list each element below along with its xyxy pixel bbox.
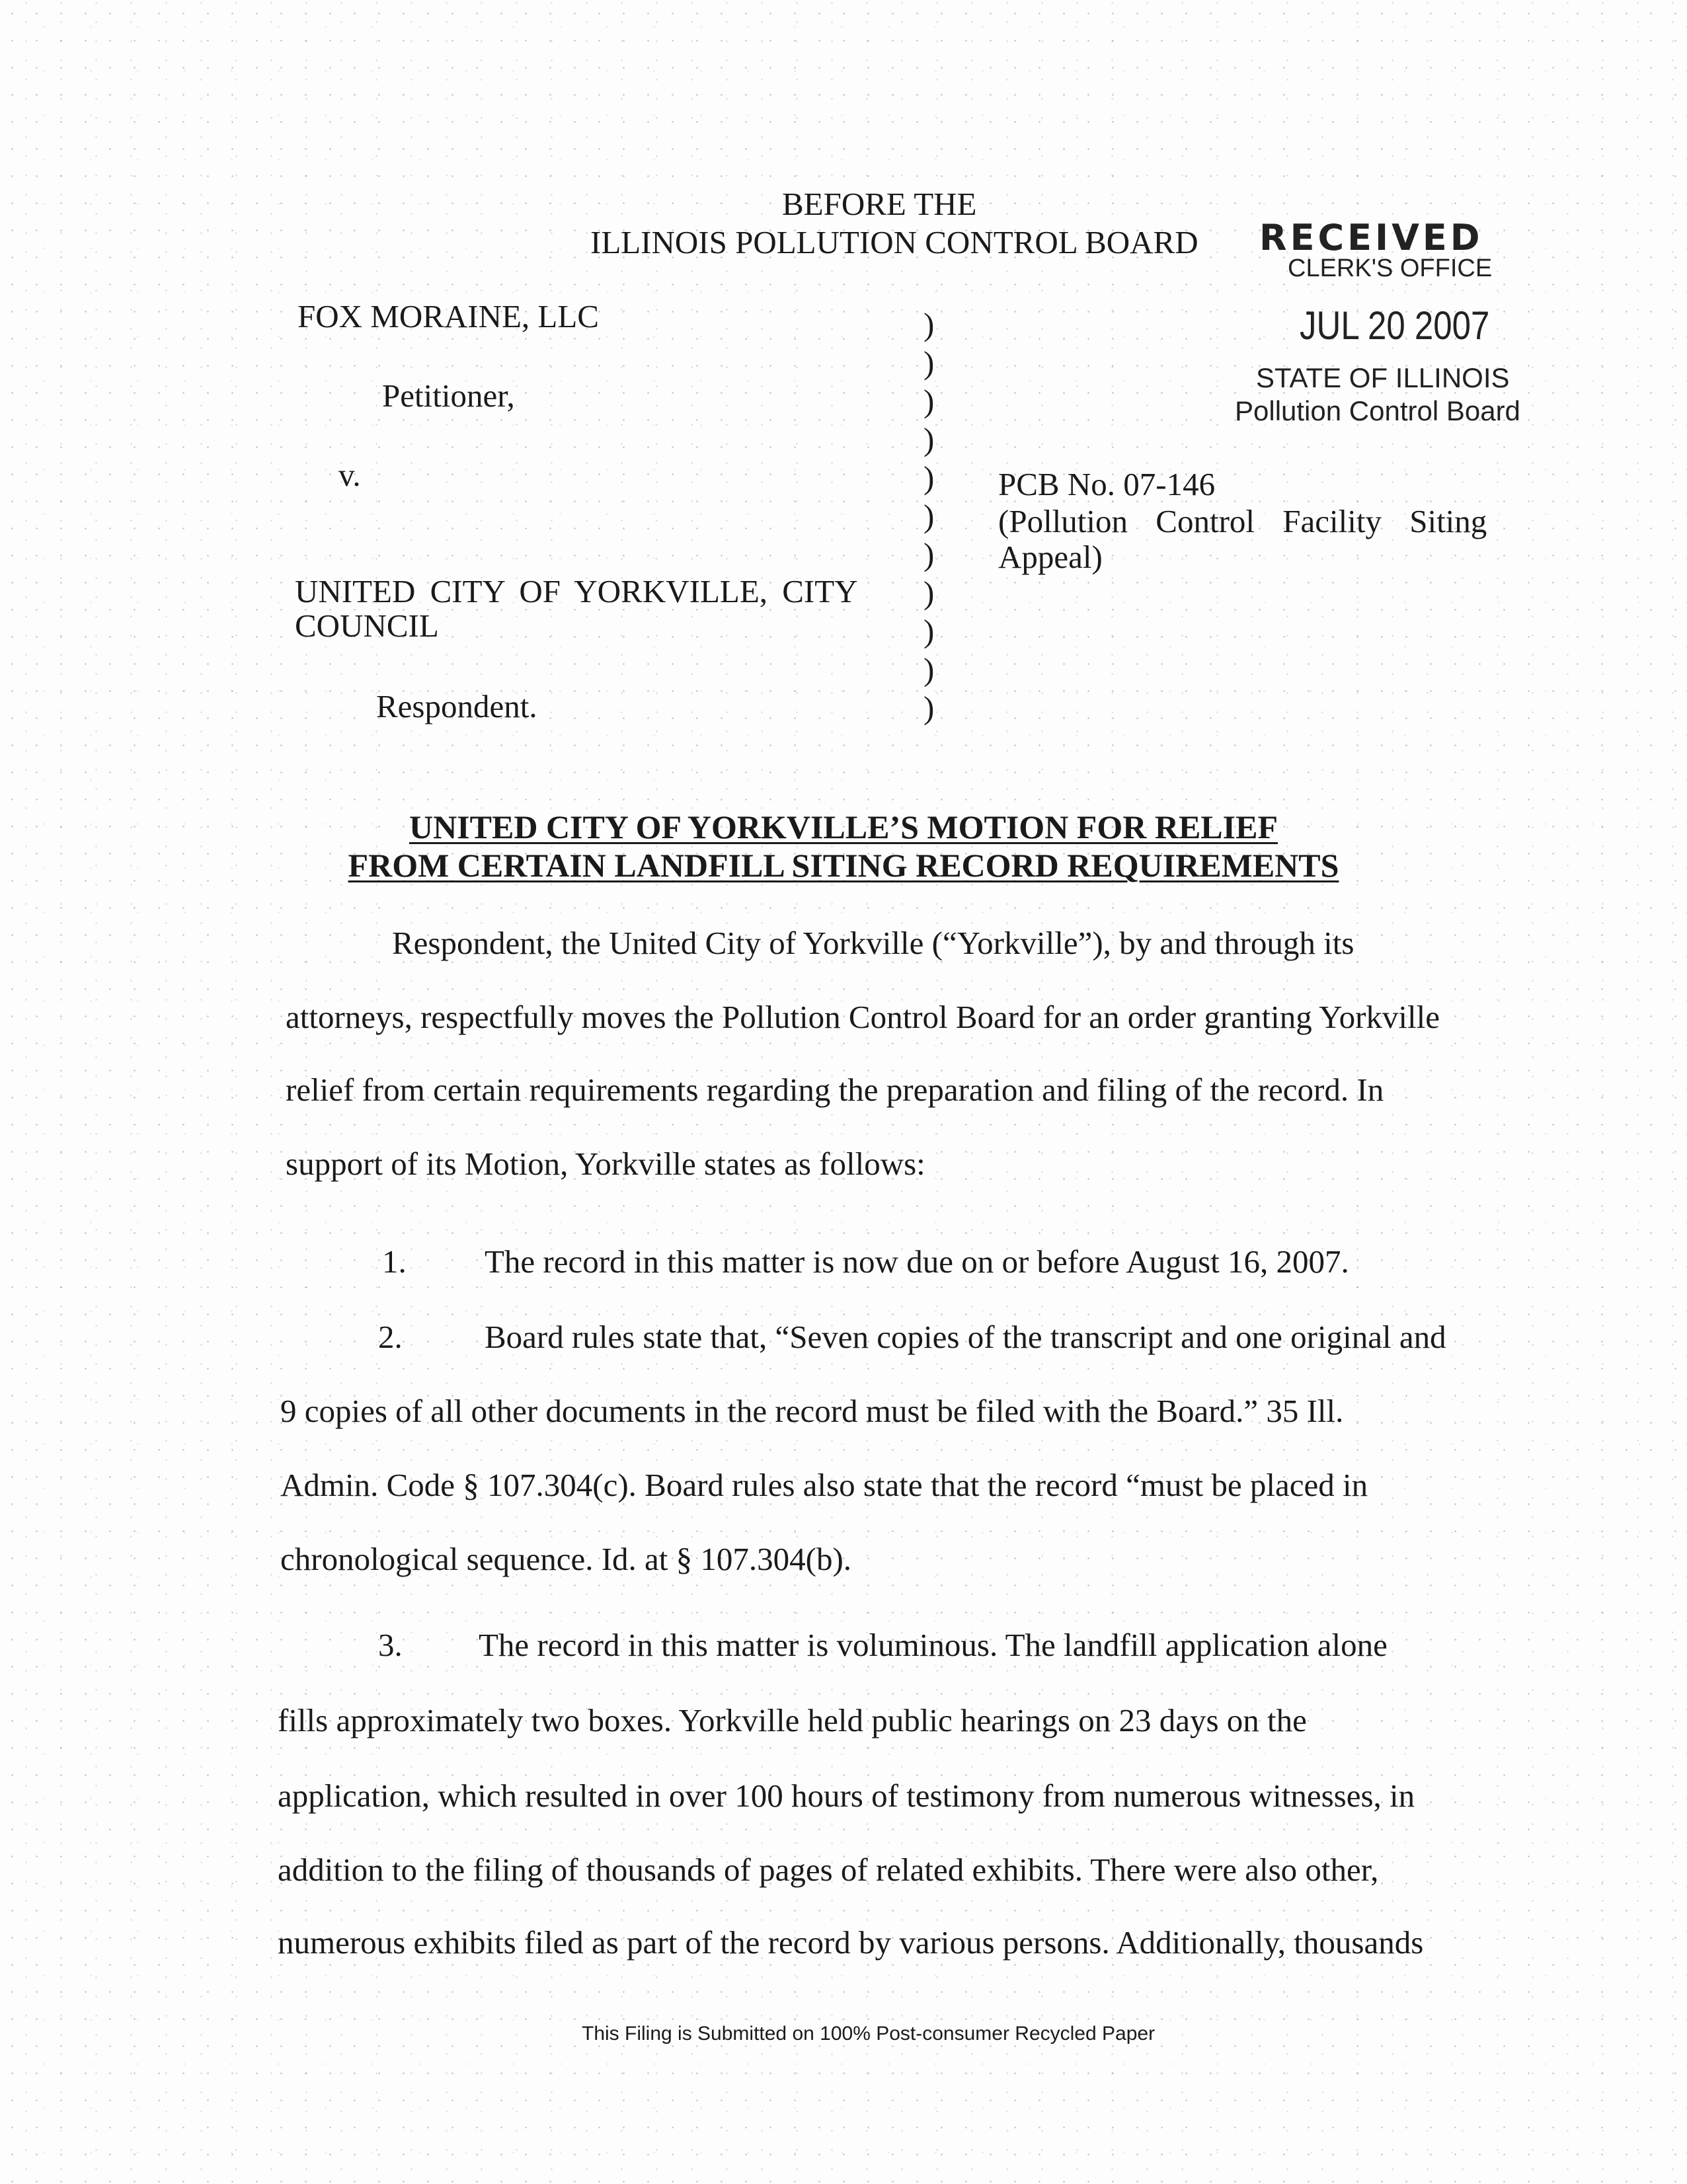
stamp-clerks-office: CLERK'S OFFICE <box>1288 254 1493 282</box>
caption-respondent-name-line1: UNITED CITY OF YORKVILLE, CITY <box>295 573 858 609</box>
caption-paren: ) <box>923 689 935 726</box>
motion-title-line1: UNITED CITY OF YORKVILLE’S MOTION FOR RELIEF <box>409 808 1278 845</box>
paragraph-line: Board rules state that, “Seven copies of the transcript and one original and <box>485 1319 1446 1355</box>
header-board-name: ILLINOIS POLLUTION CONTROL BOARD <box>590 224 1198 260</box>
paragraph-line: fills approximately two boxes. Yorkville held public hearings on 23 days on the <box>278 1702 1307 1738</box>
caption-paren: ) <box>923 306 935 342</box>
caption-paren: ) <box>923 574 935 611</box>
paragraph-line: addition to the filing of thousands of pages of related exhibits. There were also other, <box>278 1852 1379 1888</box>
motion-title-line2: FROM CERTAIN LANDFILL SITING RECORD REQUIREMENTS <box>348 847 1339 884</box>
caption-respondent-name-line2: COUNCIL <box>295 607 439 644</box>
caption-case-type-line2: Appeal) <box>998 539 1103 575</box>
caption-paren: ) <box>923 459 935 496</box>
caption-versus: v. <box>338 457 361 493</box>
stamp-date: JUL 20 2007 <box>1300 303 1490 348</box>
intro-line: Respondent, the United City of Yorkville (“Yorkville”), by and through its <box>392 925 1354 961</box>
paragraph-line: The record in this matter is now due on or before August 16, 2007. <box>485 1243 1349 1280</box>
paragraph-line: Admin. Code § 107.304(c). Board rules also state that the record “must be placed in <box>280 1467 1368 1503</box>
paragraph-line: chronological sequence. Id. at § 107.304(b). <box>280 1541 852 1577</box>
caption-paren: ) <box>923 344 935 381</box>
caption-paren: ) <box>923 421 935 457</box>
paragraph-number: 1. <box>382 1243 407 1280</box>
paragraph-line: 9 copies of all other documents in the record must be filed with the Board.” 35 Ill. <box>280 1393 1344 1429</box>
caption-paren: ) <box>923 536 935 572</box>
stamp-state: STATE OF ILLINOIS <box>1256 362 1510 393</box>
caption-paren: ) <box>923 651 935 687</box>
paragraph-line: application, which resulted in over 100 hours of testimony from numerous witnesses, in <box>278 1777 1415 1814</box>
paragraph-number: 2. <box>378 1319 403 1355</box>
paragraph-number: 3. <box>378 1627 403 1663</box>
intro-line: support of its Motion, Yorkville states as follows: <box>286 1146 925 1182</box>
intro-line: attorneys, respectfully moves the Pollution Control Board for an order granting Yorkville <box>286 999 1440 1035</box>
intro-line: relief from certain requirements regarding the preparation and filing of the record. In <box>286 1072 1384 1108</box>
stamp-received: RECEIVED <box>1259 217 1483 258</box>
paragraph-line: The record in this matter is voluminous. The landfill application alone <box>479 1627 1388 1663</box>
caption-paren: ) <box>923 498 935 534</box>
paragraph-line: numerous exhibits filed as part of the record by various persons. Additionally, thousands <box>278 1924 1424 1961</box>
header-before-the: BEFORE THE <box>782 186 977 222</box>
caption-petitioner-role: Petitioner, <box>382 377 515 414</box>
caption-paren: ) <box>923 383 935 419</box>
stamp-board: Pollution Control Board <box>1235 395 1520 426</box>
caption-case-number: PCB No. 07-146 <box>998 466 1216 502</box>
caption-paren: ) <box>923 613 935 649</box>
caption-petitioner-name: FOX MORAINE, LLC <box>297 298 599 334</box>
caption-respondent-role: Respondent. <box>376 688 537 724</box>
footer-recycled-paper: This Filing is Submitted on 100% Post-consumer Recycled Paper <box>582 2023 1156 2045</box>
caption-case-type-line1: (Pollution Control Facility Siting <box>998 503 1487 539</box>
